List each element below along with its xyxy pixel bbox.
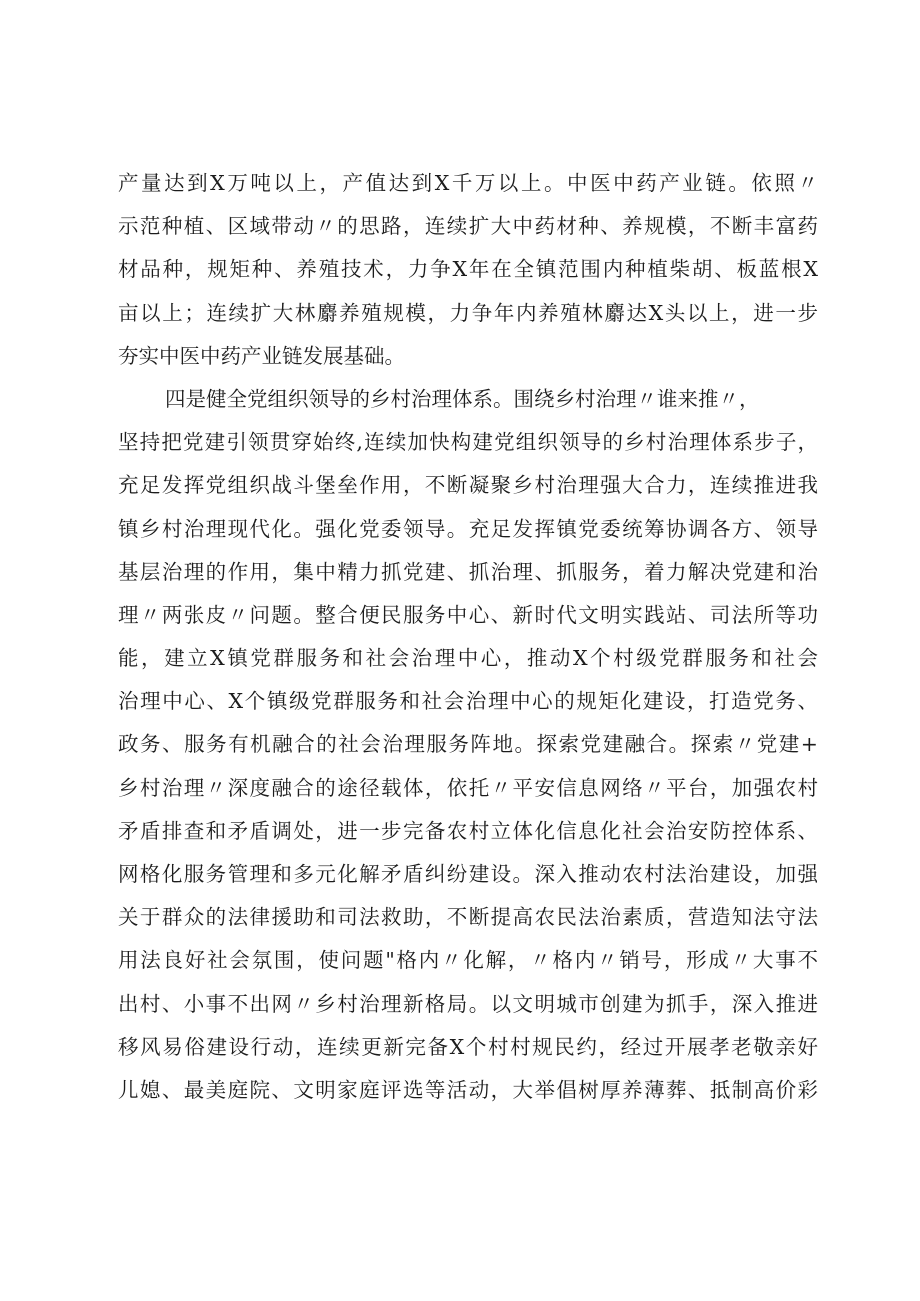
text-line: 出村、小事不出网〃乡村治理新格局。以文明城市创建为抓手，深入推进 [118, 991, 818, 1016]
text-line: 四是健全党组织领导的乡村治理体系。围绕乡村治理〃谁来推〃， [165, 386, 760, 411]
text-line: 示范种植、区域带动〃的思路，连续扩大中药材种、养规模，不断丰富药 [118, 214, 818, 239]
text-line: 材品种，规矩种、养殖技术，力争X年在全镇范围内种植柴胡、板蓝根X [118, 257, 818, 282]
text-line: 儿媳、最美庭院、文明家庭评选等活动，大举倡树厚养薄葬、抵制高价彩 [118, 1077, 818, 1102]
text-line: 治理中心、X个镇级党群服务和社会治理中心的规矩化建设，打造党务、 [118, 689, 818, 714]
text-line: 能，建立X镇党群服务和社会治理中心，推动X个村级党群服务和社会 [118, 646, 818, 671]
text-line: 产量达到X万吨以上，产值达到X千万以上。中医中药产业链。依照〃 [118, 171, 818, 195]
text-line: 镇乡村治理现代化。强化党委领导。充足发挥镇党委统筹协调各方、领导 [118, 516, 818, 541]
text-line: 理〃两张皮〃问题。整合便民服务中心、新时代文明实践站、司法所等功 [118, 602, 818, 627]
text-line: 夯实中医中药产业链发展基础。 [118, 343, 405, 368]
text-line: 亩以上；连续扩大林麝养殖规模，力争年内养殖林麝达X头以上，进一步 [118, 300, 818, 325]
text-line: 矛盾排查和矛盾调处，进一步完备农村立体化信息化社会治安防控体系、 [118, 818, 818, 843]
text-line: 充足发挥党组织战斗堡垒作用，不断凝聚乡村治理强大合力，连续推进我 [118, 473, 818, 498]
text-line: 网格化服务管理和多元化解矛盾纠纷建设。深入推动农村法治建设，加强 [118, 862, 818, 886]
text-line: 移风易俗建设行动，连续更新完备X个村村规民约，经过开展孝老敬亲好 [118, 1034, 818, 1059]
text-line: 坚持把党建引领贯穿始终,连续加快构建党组织领导的乡村治理体系步子， [118, 430, 818, 455]
text-line: 基层治理的作用，集中精力抓党建、抓治理、抓服务，着力解决党建和治 [118, 559, 818, 584]
document-body [118, 162, 818, 1112]
text-line: 用法良好社会氛围，使问题"格内〃化解，〃格内〃销号，形成〃大事不 [118, 948, 818, 973]
text-line: 关于群众的法律援助和司法救助，不断提高农民法治素质，营造知法守法 [118, 905, 818, 930]
paragraph-2 [118, 378, 818, 1112]
text-line: 乡村治理〃深度融合的途径载体，依托〃平安信息网络〃平台，加强农村 [118, 775, 818, 800]
paragraph-1 [118, 162, 818, 378]
text-line: 政务、服务有机融合的社会治理服务阵地。探索党建融合。探索〃党建+ [118, 732, 818, 757]
